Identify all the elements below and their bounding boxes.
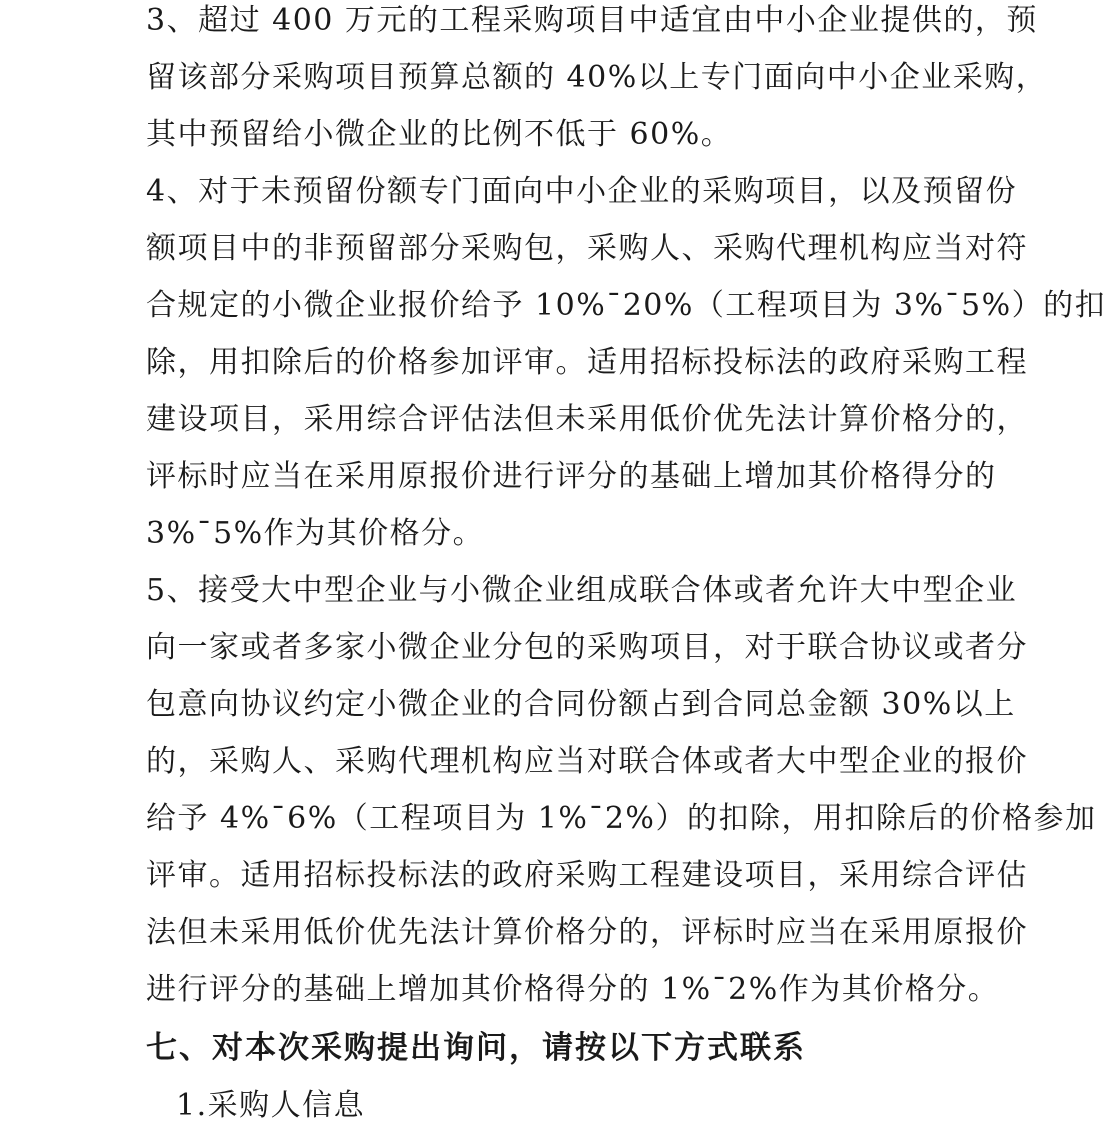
text-line: 的，采购人、采购代理机构应当对联合体或者大中型企业的报价 (146, 744, 1028, 779)
item-3-paragraph (146, 0, 1048, 163)
text-line: 除，用扣除后的价格参加评审。适用招标投标法的政府采购工程 (146, 345, 1028, 380)
text-line: 4、对于未预留份额专门面向中小企业的采购项目，以及预留份 (146, 174, 1018, 209)
section-7-heading: 七、对本次采购提出询问，请按以下方式联系 (146, 1030, 806, 1066)
item-4-paragraph (146, 163, 1106, 562)
text-line: 进行评分的基础上增加其价格得分的 1%¯2%作为其价格分。 (146, 972, 1000, 1007)
text-line: 建设项目，采用综合评估法但未采用低价优先法计算价格分的， (146, 402, 1028, 437)
item-5-paragraph (146, 562, 1097, 1018)
text-line: 合规定的小微企业报价给予 10%¯20%（工程项目为 3%¯5%）的扣 (146, 288, 1106, 323)
purchaser-info-subheading: 1.采购人信息 (176, 1088, 366, 1123)
text-line: 3%¯5%作为其价格分。 (146, 516, 485, 551)
text-line: 3、超过 400 万元的工程采购项目中适宜由中小企业提供的，预 (146, 3, 1038, 38)
text-line: 留该部分采购项目预算总额的 40%以上专门面向中小企业采购， (146, 60, 1048, 95)
text-line: 包意向协议约定小微企业的合同份额占到合同总金额 30%以上 (146, 687, 1016, 722)
text-line: 其中预留给小微企业的比例不低于 60%。 (146, 117, 733, 152)
text-line: 向一家或者多家小微企业分包的采购项目，对于联合协议或者分 (146, 630, 1028, 665)
text-line: 5、接受大中型企业与小微企业组成联合体或者允许大中型企业 (146, 573, 1018, 608)
text-line: 给予 4%¯6%（工程项目为 1%¯2%）的扣除，用扣除后的价格参加 (146, 801, 1097, 836)
text-line: 评标时应当在采用原报价进行评分的基础上增加其价格得分的 (146, 459, 997, 494)
text-line: 额项目中的非预留部分采购包，采购人、采购代理机构应当对符 (146, 231, 1028, 266)
text-line: 评审。适用招标投标法的政府采购工程建设项目，采用综合评估 (146, 858, 1028, 893)
text-line: 法但未采用低价优先法计算价格分的，评标时应当在采用原报价 (146, 915, 1028, 950)
